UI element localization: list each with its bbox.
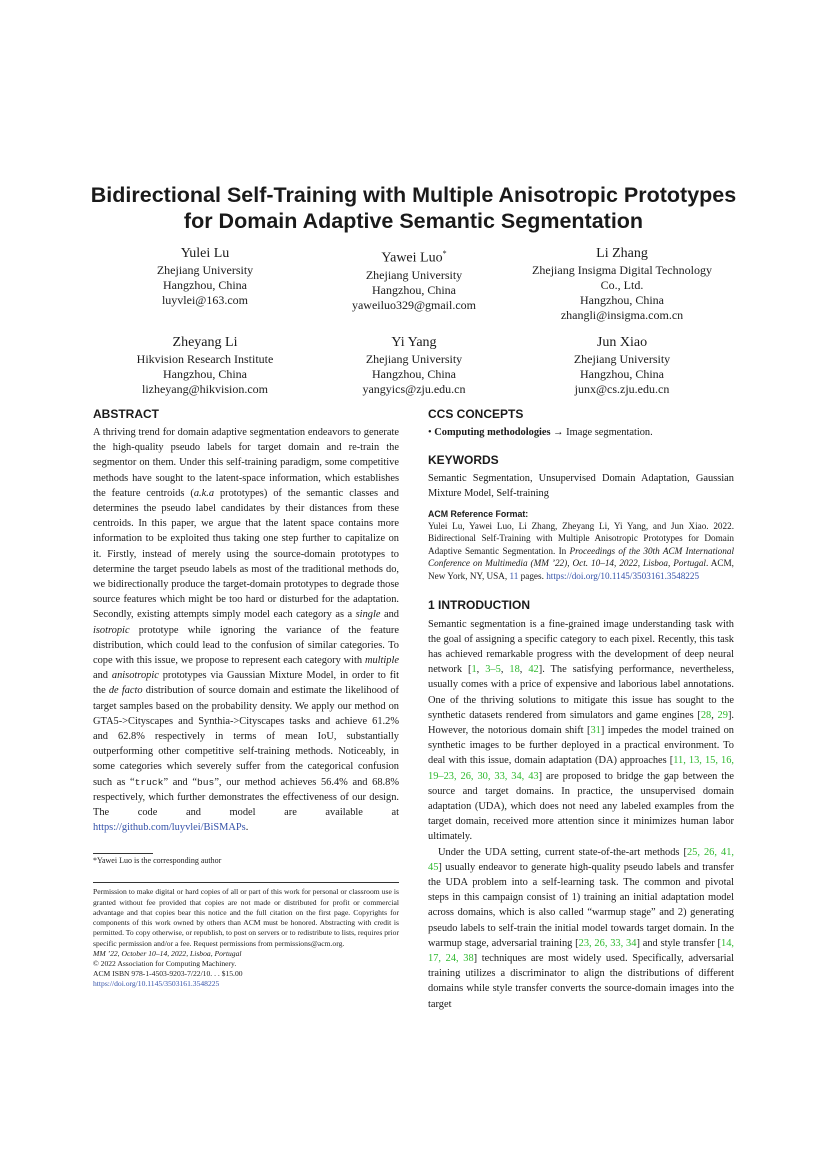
author-affiliation: Hikvision Research Institute [136, 352, 274, 366]
intro-paragraph-2: Under the UDA setting, current state-of-the-art methods [25, 26, 41, 45] usually endeavor to generate high-quality pseudo labels and transfer the UDA problem into a self-learning task. The common and pivotal steps in this campaign consist of 1) training an initial adaptation model across domains, which is also called “warmup stage” and 2) generating pseudo labels to self-train the initial model towards target domain. In the warmup stage, adversarial training [23, 26, 33, 34] and style transfer [14, 17, 24, 38] techniques are most widely used. Specifically, adversarial training utilizes a discriminator to align the distributions of different domains while style transfer converts the source-domain images into the target [428, 846, 734, 1010]
author-name: Yulei Lu [180, 246, 230, 261]
author-affiliation: Zhejiang University [156, 263, 254, 277]
author-email: junx@cs.zju.edu.cn [574, 382, 670, 396]
intro-paragraph-1: Semantic segmentation is a fine-grained image understanding task with the goal of assigning a specific category to each pixel. Recently, this task has achieved remarkable progress with the development of deep neural network [1, 3–5, 18, 42]. The satisfying performance, nevertheless, usually comes with a price of expensive and laborious label annotations. One of the thriving solutions to mitigate this issue has sought to the synthetic datasets rendered from simulators and game engines [28, 29]. However, the notorious domain shift [31] impedes the model trained on synthetic images to be further deployed in a practical environment. To deal with this issue, domain adaptation (DA) approaches [11, 13, 15, 16, 19–23, 26, 30, 33, 34, 43] are proposed to bridge the gap between the source and target domains. In practice, the unsupervised domain adaptation (UDA), which does not need any labeled examples from the target domain, received more attention since it minimizes human labor ultimately. [428, 618, 735, 843]
author-affiliation: Zhejiang University [365, 267, 463, 282]
author-name: Zheyang Li [172, 335, 238, 350]
author-email: yangyics@zju.edu.cn [362, 382, 466, 396]
keywords-heading: KEYWORDS [428, 453, 499, 468]
author-affiliation: Zhejiang Insigma Digital Technology [532, 263, 712, 277]
abstract-heading: ABSTRACT [93, 407, 159, 421]
footnote-rule [93, 853, 153, 854]
acm-reference-text: Yulei Lu, Yawei Luo, Li Zhang, Zheyang Li, Yi Yang, and Jun Xiao. 2022. Bidirectional Self-Training with Multiple Anisotropic Prototypes for Domain Adaptive Semantic Segmentation. In Proceedings of the 30th ACM International Conference on Multimedia (MM ’22), Oct. 10–14, 2022, Lisboa, Portugal. ACM, New York, NY, USA, 11 pages. https://doi.org/10.1145/3503161.3548225 [428, 520, 735, 581]
ccs-heading: CCS CONCEPTS [428, 407, 524, 421]
left-column [93, 406, 399, 990]
author-block [502, 334, 742, 397]
author-email: zhangli@insigma.com.cn [560, 308, 684, 322]
author-block [85, 245, 325, 308]
author-location: Hangzhou, China [372, 282, 456, 297]
right-column [428, 406, 734, 1012]
corresponding-author-footnote: *Yawei Luo is the corresponding author [93, 856, 222, 866]
acm-reference-doi-link[interactable]: https://doi.org/10.1145/3503161.3548225 [546, 570, 700, 581]
title-line-2: for Domain Adaptive Semantic Segmentation [183, 209, 644, 233]
author-name: Li Zhang [596, 246, 648, 261]
code-link[interactable]: https://github.com/luyvlei/BiSMAPs [93, 822, 246, 834]
permission-rule [93, 882, 399, 883]
ccs-text: • Computing methodologies → Image segmentation. [428, 427, 653, 438]
author-location: Hangzhou, China [163, 278, 247, 292]
author-block [502, 245, 742, 323]
acm-reference-label: ACM Reference Format: [428, 508, 529, 519]
author-name: Jun Xiao [596, 335, 648, 350]
author-email: yaweiluo329@gmail.com [351, 297, 477, 312]
introduction-heading: 1 INTRODUCTION [428, 597, 530, 612]
paper-title [60, 182, 767, 234]
author-name: Yi Yang [391, 335, 437, 350]
author-location: Hangzhou, China [163, 367, 247, 381]
copyright-line: © 2022 Association for Computing Machinery. [93, 958, 237, 968]
author-email: lizheyang@hikvision.com [141, 382, 269, 396]
author-location: Hangzhou, China [372, 367, 456, 381]
isbn-line: ACM ISBN 978-1-4503-9203-7/22/10. . . $15.00 [93, 969, 243, 979]
author-block [85, 334, 325, 397]
doi-link[interactable]: https://doi.org/10.1145/3503161.3548225 [93, 979, 220, 989]
author-block [294, 245, 534, 313]
author-affiliation: Co., Ltd. [600, 278, 644, 292]
permission-notice: Permission to make digital or hard copies of all or part of this work for personal or classroom use is granted without fee provided that copies are not made or distributed for profit or commercial advantage and that copies bear this notice and the full citation on the first page. Copyrights for components of this work owned by others than ACM must be honored. Abstracting with credit is permitted. To copy otherwise, or republish, to post on servers or to redistribute to lists, requires prior specific permission and/or a fee. Request permissions from permissions@acm.org. MM ’22, October 10–14, 2022, Lisboa, Portugal © 2022 Association for Computing Machinery. ACM ISBN 978-1-4503-9203-7/22/10. . . $15.00 https://doi.org/10.1145/3503161.3548225 [93, 887, 399, 989]
title-line-1: Bidirectional Self-Training with Multiple Anisotropic Prototypes [90, 183, 737, 207]
author-email: luyvlei@163.com [161, 293, 249, 307]
conference-info: MM ’22, October 10–14, 2022, Lisboa, Portugal [93, 948, 242, 958]
keywords-text: Semantic Segmentation, Unsupervised Domain Adaptation, Gaussian Mixture Model, Self-training [428, 473, 734, 500]
author-location: Hangzhou, China [580, 293, 664, 307]
abstract-text: A thriving trend for domain adaptive segmentation endeavors to generate the high-quality pseudo labels for target domain and re-train the segmentor on them. Under this self-training paradigm, some competitive methods have sought to the latent-space information, which establishes the feature centroids (a.k.a prototypes) of the semantic classes and determines the pseudo label candidates by their distances from these centroids. In this paper, we argue that the latent space contains more information to be exploited thus taking one step further to capitalize on it. Firstly, instead of merely using the source-domain prototypes to determine the target pseudo labels as most of the traditional methods do, we bidirectionally produce the target-domain prototypes to degrade those source features which might be too hard or disturbed for the adaptation. Secondly, existing attempts simply model each category as a single and isotropic prototype while ignoring the variance of the feature distribution, which could lead to the confusion of similar categories. To cope with this issue, we propose to represent each category with multiple and anisotropic prototypes via Gaussian Mixture Model, in order to fit the de facto distribution of source domain and estimate the likelihood of target samples based on the probability density. We apply our method on GTA5->Cityscapes and Synthia->Cityscapes tasks and achieve 61.2% and 62.8% respectively in terms of mean IoU, substantially outperforming other competitive self-training methods. Noticeably, in some categories which severely suffer from the categorical confusion such as “truck” and “bus”, our method achieves 56.4% and 68.8% respectively, which further demonstrates the effectiveness of our design. The code and model are available at https://github.com/luyvlei/BiSMAPs. [93, 427, 400, 834]
author-block [294, 334, 534, 397]
author-location: Hangzhou, China [580, 367, 664, 381]
author-affiliation: Zhejiang University [573, 352, 671, 366]
author-affiliation: Zhejiang University [365, 352, 463, 366]
author-name: Yawei Luo* [381, 249, 447, 266]
